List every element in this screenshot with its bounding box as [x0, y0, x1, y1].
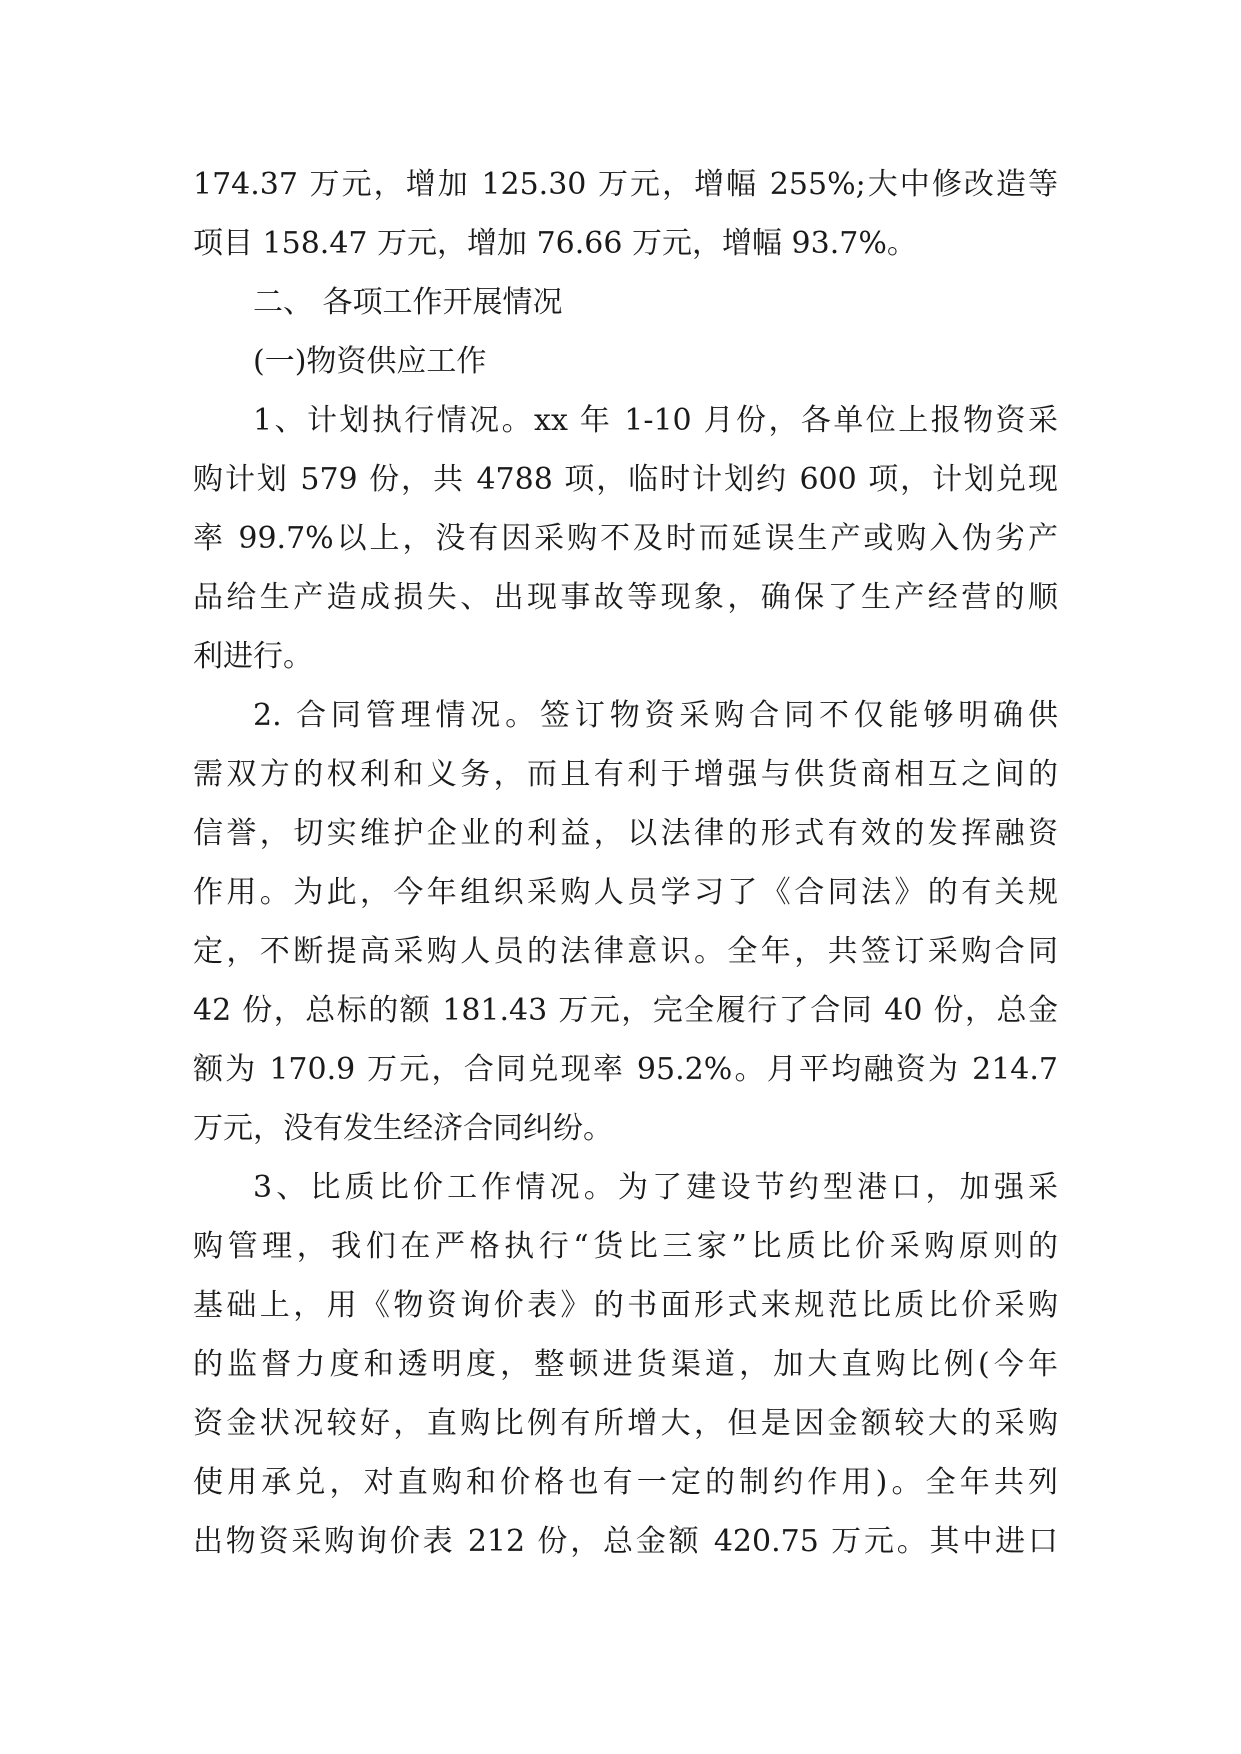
text-line: 品给生产造成损失、出现事故等现象，确保了生产经营的顺 — [193, 580, 1058, 615]
text-line: 项目 158.47 万元，增加 76.66 万元，增幅 93.7%。 — [193, 226, 917, 261]
document-body — [193, 155, 1058, 1571]
text-line: 需双方的权利和义务，而且有利于增强与供货商相互之间的 — [193, 757, 1058, 792]
text-line: 42 份，总标的额 181.43 万元，完全履行了合同 40 份，总金 — [193, 993, 1058, 1028]
text-line: 定，不断提高采购人员的法律意识。全年，共签订采购合同 — [193, 934, 1058, 969]
text-line: 1、计划执行情况。xx 年 1-10 月份，各单位上报物资采 — [253, 403, 1058, 438]
text-line: 万元，没有发生经济合同纠纷。 — [193, 1111, 613, 1146]
text-line: 利进行。 — [193, 639, 313, 674]
text-line: 率 99.7%以上，没有因采购不及时而延误生产或购入伪劣产 — [193, 521, 1058, 556]
text-line: 2. 合同管理情况。签订物资采购合同不仅能够明确供 — [253, 698, 1058, 733]
text-line: (一)物资供应工作 — [253, 344, 487, 379]
text-line: 的监督力度和透明度，整顿进货渠道，加大直购比例(今年 — [193, 1347, 1058, 1382]
text-line: 购计划 579 份，共 4788 项，临时计划约 600 项，计划兑现 — [193, 462, 1058, 497]
text-line: 使用承兑，对直购和价格也有一定的制约作用)。全年共列 — [193, 1465, 1058, 1500]
text-line: 174.37 万元，增加 125.30 万元，增幅 255%;大中修改造等 — [193, 167, 1058, 202]
text-line: 3、比质比价工作情况。为了建设节约型港口，加强采 — [253, 1170, 1058, 1205]
text-line: 作用。为此，今年组织采购人员学习了《合同法》的有关规 — [193, 875, 1058, 910]
text-line: 资金状况较好，直购比例有所增大，但是因金额较大的采购 — [193, 1406, 1058, 1441]
text-line: 信誉，切实维护企业的利益，以法律的形式有效的发挥融资 — [193, 816, 1058, 851]
text-line: 额为 170.9 万元，合同兑现率 95.2%。月平均融资为 214.7 — [193, 1052, 1058, 1087]
text-line: 基础上，用《物资询价表》的书面形式来规范比质比价采购 — [193, 1288, 1058, 1323]
text-line: 出物资采购询价表 212 份，总金额 420.75 万元。其中进口 — [193, 1524, 1058, 1559]
text-line: 二、 各项工作开展情况 — [253, 285, 563, 320]
text-line: 购管理，我们在严格执行“货比三家”比质比价采购原则的 — [193, 1229, 1058, 1264]
